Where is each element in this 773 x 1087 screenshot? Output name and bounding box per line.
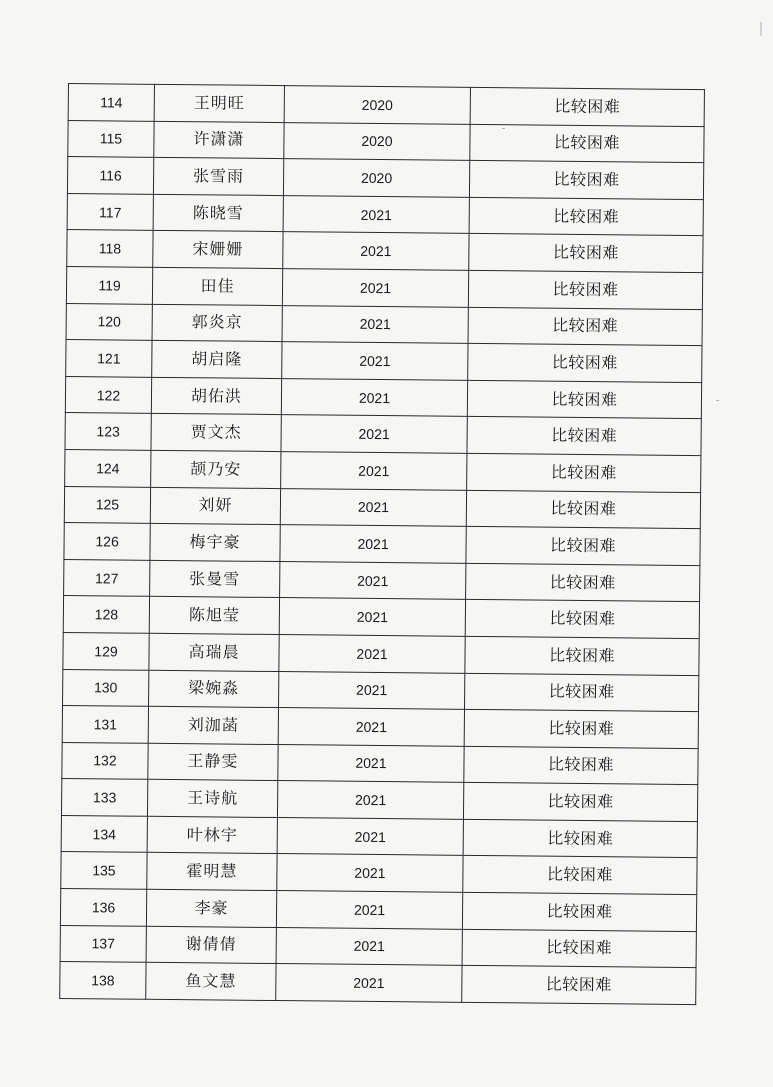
student-name: 鱼文慧	[146, 963, 276, 1001]
difficulty-level: 比较困难	[469, 161, 703, 200]
difficulty-level: 比较困难	[465, 600, 699, 639]
student-name: 胡启隆	[152, 340, 282, 378]
enrollment-year: 2021	[282, 342, 468, 380]
row-number: 134	[61, 815, 147, 852]
difficulty-level: 比较困难	[469, 197, 703, 236]
student-name: 王诗航	[147, 780, 277, 818]
row-number: 118	[67, 230, 153, 267]
difficulty-level: 比较困难	[463, 783, 697, 822]
difficulty-level: 比较困难	[462, 929, 696, 968]
enrollment-year: 2021	[281, 451, 467, 489]
scan-speck	[716, 400, 719, 401]
student-name: 霍明慧	[147, 853, 277, 891]
student-name: 张曼雪	[150, 560, 280, 598]
table-body	[60, 84, 705, 1005]
student-name: 高瑞晨	[149, 633, 279, 671]
difficulty-level: 比较困难	[469, 234, 703, 273]
table-row	[62, 706, 698, 749]
difficulty-level: 比较困难	[466, 526, 700, 565]
student-name: 王静雯	[148, 743, 278, 781]
row-number: 119	[66, 266, 152, 303]
student-name: 胡佑洪	[151, 377, 281, 415]
enrollment-year: 2021	[282, 269, 468, 307]
row-number: 133	[61, 779, 147, 816]
difficulty-level: 比较困难	[467, 380, 701, 419]
row-number: 130	[63, 669, 149, 706]
row-number: 126	[64, 523, 150, 560]
row-number: 127	[64, 559, 150, 596]
table-row	[66, 303, 702, 346]
enrollment-year: 2021	[282, 305, 468, 343]
table-row	[65, 376, 701, 419]
enrollment-year: 2021	[279, 598, 465, 636]
enrollment-year: 2021	[280, 488, 466, 526]
enrollment-year: 2021	[278, 744, 464, 782]
enrollment-year: 2020	[284, 122, 470, 160]
student-name: 刘妍	[150, 487, 280, 525]
row-number: 123	[65, 413, 151, 450]
enrollment-year: 2021	[281, 415, 467, 453]
difficulty-level: 比较困难	[467, 453, 701, 492]
table-row	[64, 523, 700, 566]
row-number: 124	[65, 449, 151, 486]
enrollment-year: 2021	[276, 891, 462, 929]
enrollment-year: 2021	[283, 232, 469, 270]
row-number: 125	[64, 486, 150, 523]
enrollment-year: 2021	[279, 671, 465, 709]
table-row	[67, 193, 703, 236]
enrollment-year: 2021	[280, 525, 466, 563]
difficulty-level: 比较困难	[462, 966, 696, 1005]
table-row	[60, 962, 696, 1005]
student-name: 李豪	[146, 889, 276, 927]
table-row	[65, 413, 701, 456]
enrollment-year: 2021	[276, 964, 462, 1002]
enrollment-year: 2021	[277, 781, 463, 819]
row-number: 121	[66, 340, 152, 377]
row-number: 122	[65, 376, 151, 413]
row-number: 115	[68, 120, 154, 157]
enrollment-year: 2021	[277, 854, 463, 892]
row-number: 131	[62, 706, 148, 743]
table-row	[68, 84, 704, 127]
difficulty-level: 比较困难	[466, 563, 700, 602]
student-table	[59, 83, 705, 1005]
difficulty-level: 比较困难	[463, 819, 697, 858]
table-row	[64, 486, 700, 529]
student-name: 梁婉淼	[149, 670, 279, 708]
table-row	[67, 230, 703, 273]
row-number: 138	[60, 962, 146, 999]
difficulty-level: 比较困难	[468, 344, 702, 383]
row-number: 116	[67, 157, 153, 194]
table-row	[63, 596, 699, 639]
table-row	[63, 669, 699, 712]
student-name: 刘泇菡	[148, 706, 278, 744]
row-number: 137	[60, 925, 146, 962]
row-number: 136	[60, 889, 146, 926]
table-row	[65, 449, 701, 492]
row-number: 114	[68, 84, 154, 121]
enrollment-year: 2020	[283, 159, 469, 197]
table-row	[67, 157, 703, 200]
table-row	[64, 559, 700, 602]
student-name: 王明旺	[154, 84, 284, 122]
student-name: 田佳	[152, 267, 282, 305]
enrollment-year: 2021	[283, 195, 469, 233]
row-number: 129	[63, 632, 149, 669]
difficulty-level: 比较困难	[463, 856, 697, 895]
table-row	[60, 925, 696, 968]
student-name: 贾文杰	[151, 414, 281, 452]
student-name: 叶林宇	[147, 816, 277, 854]
table-container	[59, 83, 704, 1005]
difficulty-level: 比较困难	[465, 636, 699, 675]
table-row	[68, 120, 704, 163]
difficulty-level: 比较困难	[462, 892, 696, 931]
difficulty-level: 比较困难	[467, 417, 701, 456]
difficulty-level: 比较困难	[468, 307, 702, 346]
table-row	[61, 779, 697, 822]
student-name: 宋姗姗	[153, 231, 283, 269]
row-number: 120	[66, 303, 152, 340]
scan-speck	[760, 22, 762, 36]
table-row	[62, 742, 698, 785]
table-row	[61, 815, 697, 858]
difficulty-level: 比较困难	[468, 270, 702, 309]
difficulty-level: 比较困难	[470, 87, 704, 126]
student-name: 谢倩倩	[146, 926, 276, 964]
row-number: 128	[63, 596, 149, 633]
table-row	[66, 340, 702, 383]
enrollment-year: 2021	[281, 378, 467, 416]
enrollment-year: 2021	[278, 708, 464, 746]
table-row	[66, 266, 702, 309]
row-number: 135	[61, 852, 147, 889]
enrollment-year: 2021	[276, 927, 462, 965]
difficulty-level: 比较困难	[466, 490, 700, 529]
table-row	[61, 852, 697, 895]
student-name: 陈晓雪	[153, 194, 283, 232]
enrollment-year: 2020	[284, 86, 470, 124]
difficulty-level: 比较困难	[470, 124, 704, 163]
student-name: 陈旭莹	[149, 597, 279, 635]
table-row	[63, 632, 699, 675]
student-name: 郭炎京	[152, 304, 282, 342]
student-name: 颉乃安	[151, 450, 281, 488]
table-row	[60, 889, 696, 932]
student-name: 张雪雨	[153, 158, 283, 196]
difficulty-level: 比较困难	[465, 673, 699, 712]
row-number: 132	[62, 742, 148, 779]
student-name: 许潇潇	[154, 121, 284, 159]
enrollment-year: 2021	[280, 561, 466, 599]
enrollment-year: 2021	[277, 817, 463, 855]
enrollment-year: 2021	[279, 634, 465, 672]
difficulty-level: 比较困难	[464, 746, 698, 785]
difficulty-level: 比较困难	[464, 709, 698, 748]
row-number: 117	[67, 193, 153, 230]
student-name: 梅宇豪	[150, 523, 280, 561]
